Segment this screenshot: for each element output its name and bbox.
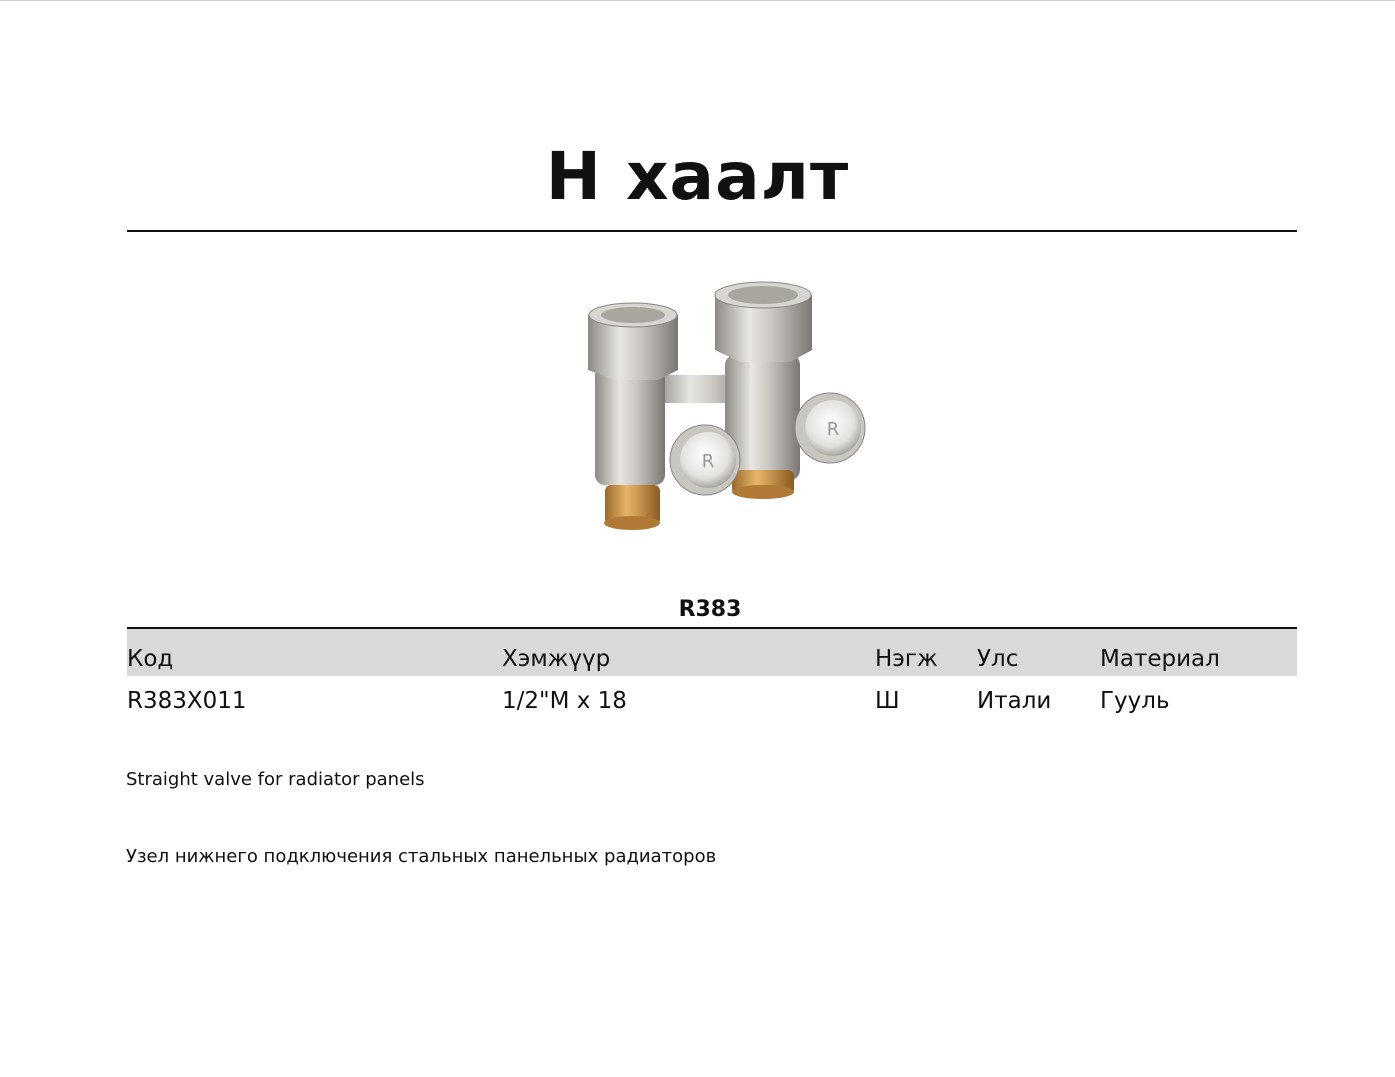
title-divider: [127, 230, 1297, 232]
cell-size: 1/2"M x 18: [502, 688, 627, 714]
page-title: Н хаалт: [545, 138, 850, 215]
svg-text:R: R: [701, 451, 715, 472]
header-unit: Нэгж: [875, 646, 938, 672]
header-country: Улс: [977, 646, 1019, 672]
cell-material: Гууль: [1100, 688, 1170, 714]
top-border: [0, 0, 1395, 1]
cell-code: R383X011: [127, 688, 247, 714]
cell-country: Итали: [977, 688, 1052, 714]
cell-unit: Ш: [875, 688, 900, 714]
header-code: Код: [127, 646, 174, 672]
radiator-valve-image: [560, 270, 880, 550]
description-russian: Узел нижнего подключения стальных панельных радиаторов: [126, 846, 717, 867]
description-english: Straight valve for radiator panels: [126, 769, 425, 790]
header-material: Материал: [1100, 646, 1220, 672]
svg-text:R: R: [826, 419, 840, 440]
model-number: R383: [678, 597, 742, 622]
header-size: Хэмжүүр: [502, 646, 611, 672]
